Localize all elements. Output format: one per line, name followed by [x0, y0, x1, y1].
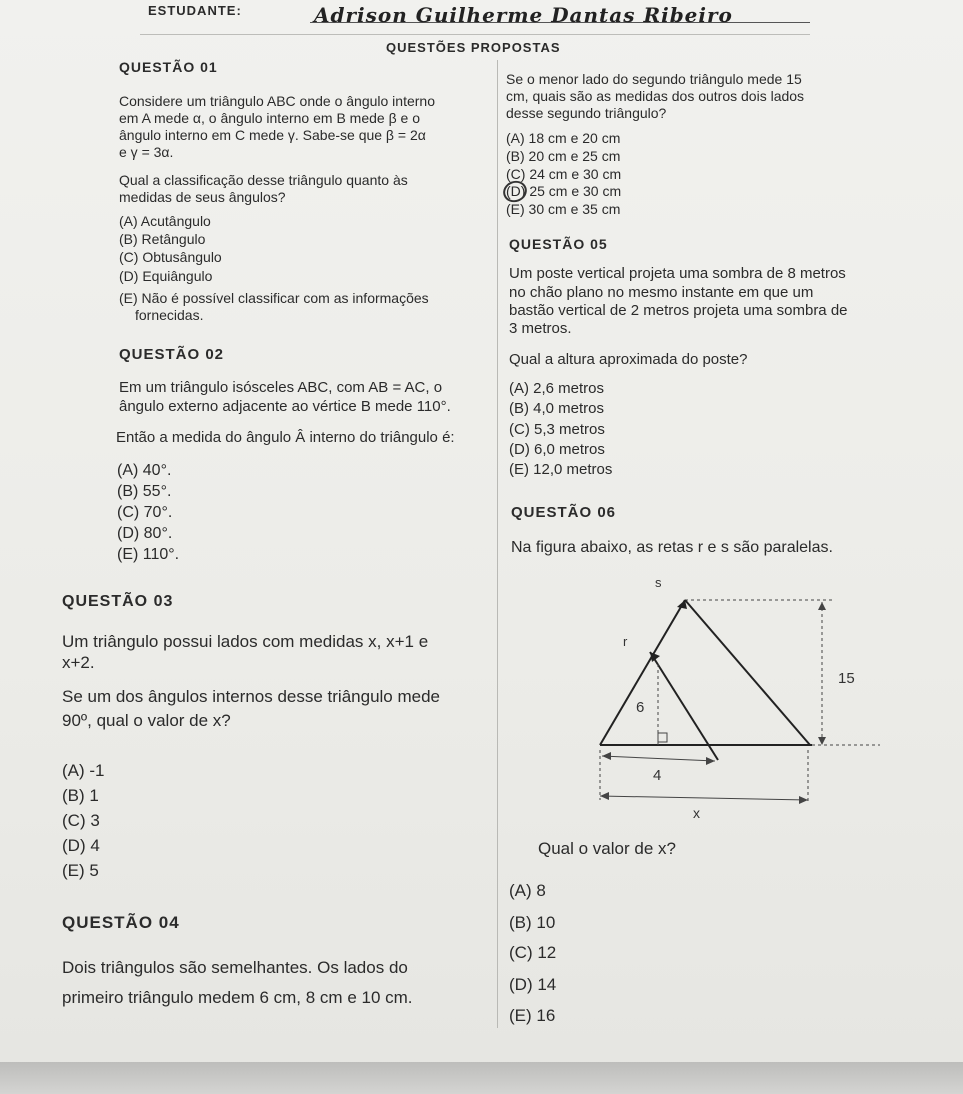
page-bottom-shadow: [0, 1062, 963, 1094]
q3-title: QUESTÃO 03: [62, 593, 174, 610]
q5-option: (D) 6,0 metros: [509, 441, 605, 458]
q1-option: fornecidas.: [135, 307, 204, 323]
q1-line: em A mede α, o ângulo interno em B mede β e o: [119, 110, 420, 126]
q3-line: Se um dos ângulos internos desse triângulo mede: [62, 687, 441, 706]
q5-line: 3 metros.: [509, 320, 572, 337]
label-r: r: [623, 634, 628, 649]
parallel-lines-figure: [590, 570, 890, 820]
q5-option: (C) 5,3 metros: [509, 421, 605, 438]
student-name: Adrison Guilherme Dantas Ribeiro: [314, 3, 733, 27]
label-s: s: [655, 575, 662, 590]
q2-option: (E) 110°.: [117, 546, 180, 563]
q2-line: Em um triângulo isósceles ABC, com AB = AC, o: [119, 379, 443, 396]
arrow: [799, 796, 808, 804]
q3-option: (E) 5: [62, 861, 99, 880]
q2-line: ângulo externo adjacente ao vértice B mede 110°.: [119, 398, 451, 415]
arrow: [706, 757, 715, 765]
q2-option: (D) 80°.: [117, 525, 173, 542]
line-s: [600, 600, 685, 745]
measure-4-line: [602, 756, 715, 761]
q4-line: primeiro triângulo medem 6 cm, 8 cm e 10 cm.: [62, 988, 413, 1007]
q1-line: e γ = 3α.: [119, 144, 174, 160]
q6-option: (E) 16: [509, 1006, 556, 1025]
q2-line: Então a medida do ângulo Â interno do triângulo é:: [116, 429, 455, 446]
q4-cont-line: Se o menor lado do segundo triângulo mede 15: [506, 71, 802, 87]
q3-line: x+2.: [62, 653, 95, 672]
column-divider: [497, 60, 498, 1028]
q1-line: ângulo interno em C mede γ. Sabe-se que β = 2α: [119, 127, 426, 143]
q5-option: (A) 2,6 metros: [509, 380, 605, 397]
q5-line: no chão plano no mesmo instante em que um: [509, 284, 814, 301]
q5-option: (E) 12,0 metros: [509, 461, 613, 478]
header-divider: [140, 34, 810, 35]
label-x: x: [693, 805, 700, 820]
q3-option: (A) -1: [62, 761, 105, 780]
line-r: [650, 652, 718, 760]
arrow: [602, 752, 611, 760]
q5-line: bastão vertical de 2 metros projeta uma sombra de: [509, 302, 848, 319]
q4-option: (D) 25 cm e 30 cm: [506, 183, 622, 199]
label-15: 15: [838, 670, 855, 687]
q4-option: (A) 18 cm e 20 cm: [506, 130, 621, 146]
q4-cont-line: cm, quais são as medidas dos outros dois lados: [506, 88, 805, 104]
q5-line: Um poste vertical projeta uma sombra de 8 metros: [509, 265, 846, 282]
q3-option: (B) 1: [62, 786, 99, 805]
right-angle-mark: [658, 733, 667, 742]
q1-line: medidas de seus ângulos?: [119, 189, 286, 205]
q4-option: (C) 24 cm e 30 cm: [506, 166, 622, 182]
q3-line: Um triângulo possui lados com medidas x, x+1 e: [62, 632, 429, 651]
q4-cont-line: desse segundo triângulo?: [506, 105, 667, 121]
q1-option: (B) Retângulo: [119, 231, 206, 247]
q1-option: (A) Acutângulo: [119, 213, 211, 229]
section-title: QUESTÕES PROPOSTAS: [386, 40, 561, 55]
q6-option: (D) 14: [509, 975, 557, 994]
q4-line: Dois triângulos são semelhantes. Os lados do: [62, 958, 408, 977]
q5-line: Qual a altura aproximada do poste?: [509, 351, 748, 368]
q2-title: QUESTÃO 02: [119, 346, 225, 363]
q2-option: (B) 55°.: [117, 483, 172, 500]
q5-title: QUESTÃO 05: [509, 236, 608, 252]
q6-title: QUESTÃO 06: [511, 504, 617, 521]
q6-question: Qual o valor de x?: [538, 839, 676, 858]
label-6: 6: [636, 699, 645, 716]
q1-option: (E) Não é possível classificar com as informações: [119, 290, 429, 306]
q1-title: QUESTÃO 01: [119, 59, 218, 75]
q5-option: (B) 4,0 metros: [509, 400, 605, 417]
q3-option: (D) 4: [62, 836, 100, 855]
arrow: [600, 792, 609, 800]
q1-line: Qual a classificação desse triângulo quanto às: [119, 172, 408, 188]
q6-option: (A) 8: [509, 881, 546, 900]
student-label: ESTUDANTE:: [148, 3, 242, 18]
arrow: [818, 602, 826, 610]
q4-option: (E) 30 cm e 35 cm: [506, 201, 621, 217]
q6-option: (B) 10: [509, 913, 556, 932]
q1-option: (C) Obtusângulo: [119, 249, 222, 265]
q6-option: (C) 12: [509, 943, 557, 962]
q2-option: (C) 70°.: [117, 504, 173, 521]
q2-option: (A) 40°.: [117, 462, 172, 479]
q3-option: (C) 3: [62, 811, 100, 830]
arrow: [818, 737, 826, 745]
label-4: 4: [653, 767, 662, 784]
measure-x-line: [600, 796, 808, 800]
q4-title: QUESTÃO 04: [62, 913, 180, 932]
q6-line: Na figura abaixo, as retas r e s são paralelas.: [511, 539, 833, 556]
q1-option: (D) Equiângulo: [119, 268, 213, 284]
q4-option: (B) 20 cm e 25 cm: [506, 148, 621, 164]
hypotenuse: [685, 600, 810, 745]
q1-line: Considere um triângulo ABC onde o ângulo interno: [119, 93, 435, 109]
q3-line: 90º, qual o valor de x?: [62, 711, 231, 730]
